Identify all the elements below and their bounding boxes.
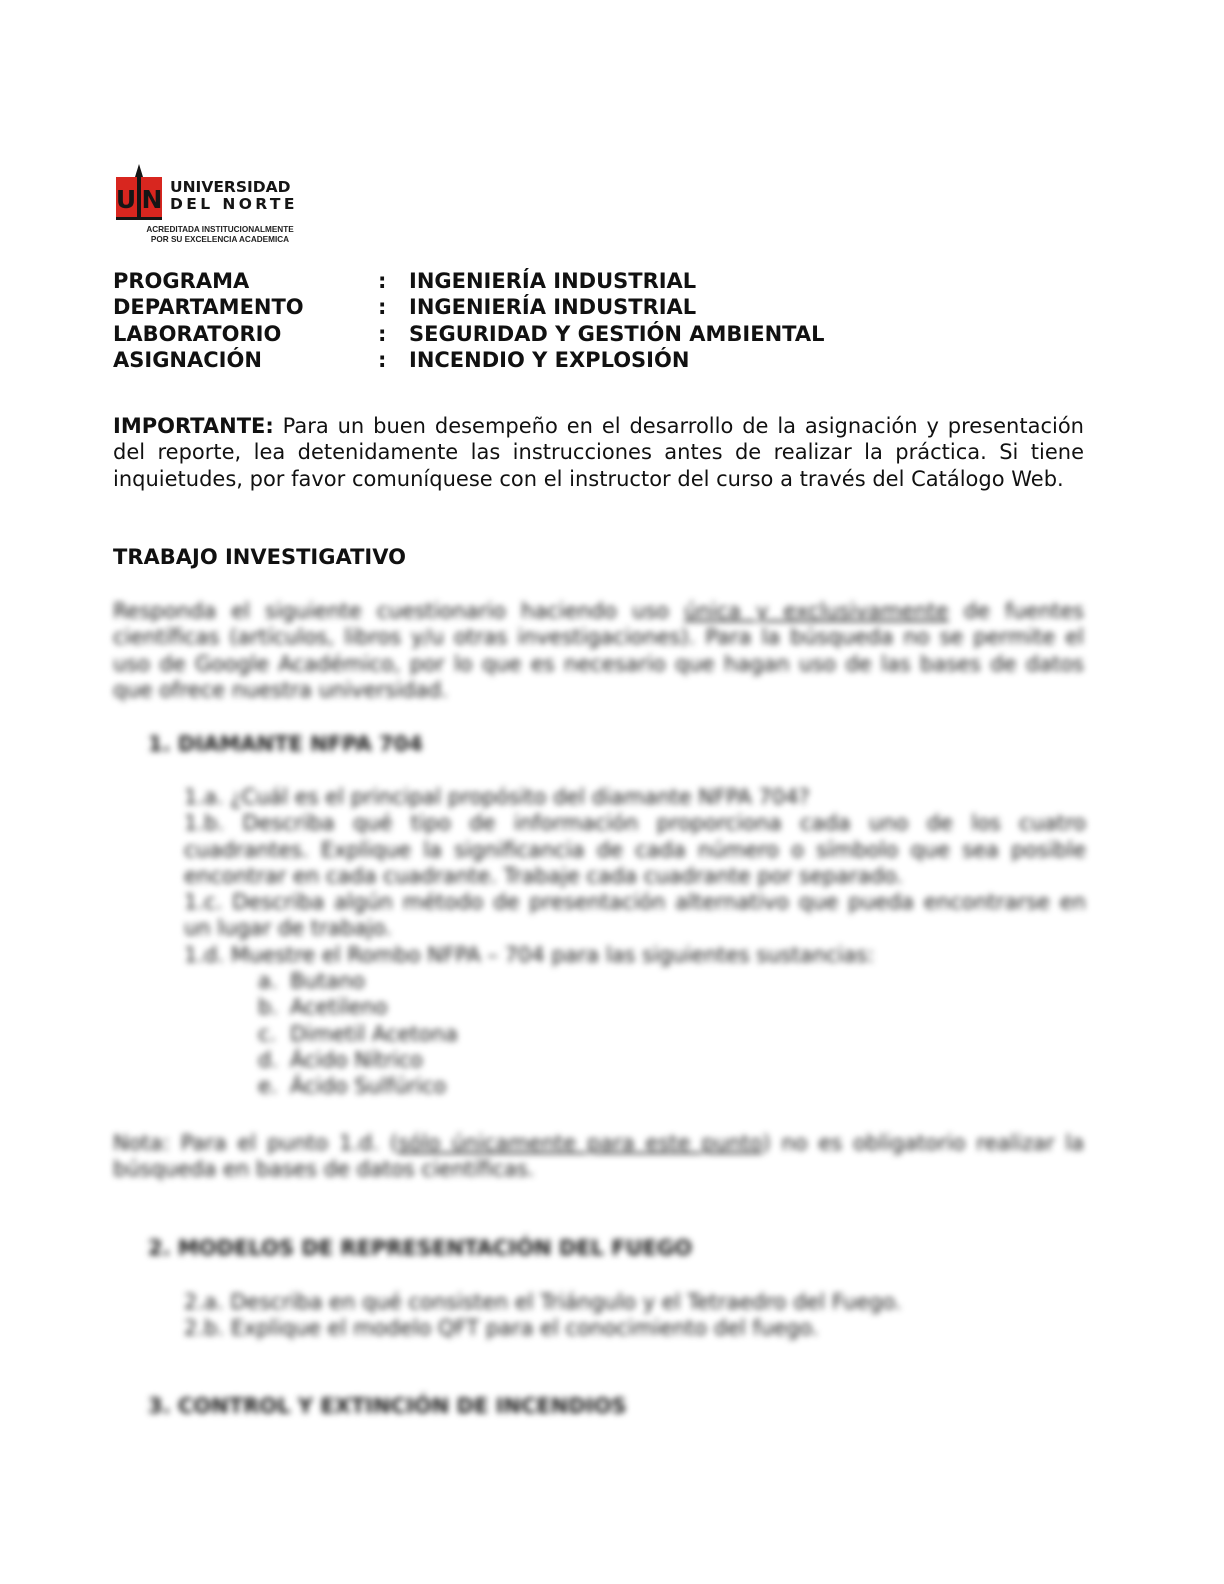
info-label: LABORATORIO [113, 321, 282, 346]
list-marker: e. [258, 1074, 278, 1099]
substances-list [258, 968, 458, 1099]
substance-name: Dimetil Acetona [290, 1021, 458, 1046]
accreditation-line2: POR SU EXCELENCIA ACADEMICA [150, 235, 290, 244]
info-label: DEPARTAMENTO [113, 295, 304, 320]
questions-section-1 [184, 784, 1086, 968]
university-emblem-icon [113, 163, 165, 221]
substance-name: Ácido Nítrico [290, 1047, 423, 1072]
info-label: PROGRAMA [113, 269, 250, 293]
heading-control-incendios: 3. CONTROL Y EXTINCIÓN DE INCENDIOS [148, 1394, 627, 1418]
list-item [258, 968, 458, 994]
emblem-letter-u: U [115, 185, 137, 214]
question-1c: 1.c. Describa algún método de presentación alternativo que pueda encontrarse en un lugar de trabajo. [184, 890, 1086, 941]
question-2b: 2.b. Explique el modelo QFT para el conocimiento del fuego. [184, 1316, 819, 1341]
info-colon: : [378, 321, 387, 346]
important-text: Para un buen desempeño en el desarrollo de la asignación y presentación del reporte, lea detenidamente las instrucciones antes de realizar la práctica. Si tiene inquietudes, por favor comuníquese con el instructor del curso a través del Catálogo Web. [113, 414, 1084, 491]
substance-name: Butano [290, 969, 365, 993]
intro-text-start: Responda el siguiente cuestionario haciendo uso [113, 599, 685, 623]
university-name [170, 179, 298, 213]
question-2a: 2.a. Describa en qué consisten el Triángulo y el Tetraedro del Fuego. [184, 1290, 902, 1314]
important-label: IMPORTANTE: [113, 414, 274, 438]
list-marker: d. [258, 1047, 279, 1072]
accreditation-line1: ACREDITADA INSTITUCIONALMENTE [146, 225, 294, 234]
question-1b: 1.b. Describa qué tipo de información proporciona cada uno de los cuatro cuadrantes. Explique la significancia de cada número o símbolo que sea posible encontrar en cada cuadrante. Trabaje cada cuadrante por separado. [184, 811, 1086, 888]
heading-modelos-fuego: 2. MODELOS DE REPRESENTACIÓN DEL FUEGO [148, 1236, 693, 1260]
emblem-letter-n: N [141, 185, 163, 214]
info-value: INGENIERÍA INDUSTRIAL [409, 295, 697, 320]
accreditation-text [130, 225, 310, 245]
info-value: INCENDIO Y EXPLOSIÓN [409, 347, 690, 372]
note-text-start: Nota: Para el punto 1.d. ( [113, 1131, 399, 1155]
university-name-line2: DEL NORTE [170, 195, 298, 213]
note-text-end: ) no es obligatorio realizar la búsqueda en bases de datos científicas. [113, 1131, 1085, 1182]
list-item [258, 1021, 458, 1047]
note-underlined: sólo únicamente para este punto [398, 1131, 763, 1155]
intro-underlined: única y exclusivamente [684, 599, 949, 623]
info-value: INGENIERÍA INDUSTRIAL [409, 269, 697, 293]
section-title: TRABAJO INVESTIGATIVO [113, 545, 406, 569]
info-label: ASIGNACIÓN [113, 347, 262, 372]
university-logo [113, 163, 318, 248]
info-value: SEGURIDAD Y GESTIÓN AMBIENTAL [409, 321, 825, 346]
note-paragraph [113, 1130, 1084, 1183]
list-marker: a. [258, 969, 278, 993]
substance-name: Ácido Sulfúrico [290, 1074, 447, 1099]
info-colon: : [378, 269, 387, 293]
substance-name: Acetileno [290, 995, 388, 1020]
intro-paragraph [113, 598, 1084, 703]
important-notice [113, 413, 1084, 492]
list-marker: b. [258, 995, 279, 1020]
questions-section-2 [184, 1289, 1086, 1342]
list-item [258, 1073, 458, 1099]
list-marker: c. [258, 1021, 277, 1046]
question-1a: 1.a. ¿Cuál es el principal propósito del diamante NFPA 704? [184, 785, 810, 809]
list-item [258, 994, 458, 1020]
intro-text-end: de fuentes científicas (artículos, libros y/u otras investigaciones). Para la búsqueda no se permite el uso de Google Académico, por lo que es necesario que hagan uso de las bases de datos que ofrece nuestra universidad. [113, 599, 1084, 702]
list-item [258, 1047, 458, 1073]
heading-diamante: 1. DIAMANTE NFPA 704 [148, 732, 423, 756]
info-colon: : [378, 347, 387, 372]
question-1d: 1.d. Muestre el Rombo NFPA – 704 para las siguientes sustancias: [184, 942, 875, 967]
university-name-line1: UNIVERSIDAD [170, 178, 291, 196]
info-colon: : [378, 295, 387, 320]
